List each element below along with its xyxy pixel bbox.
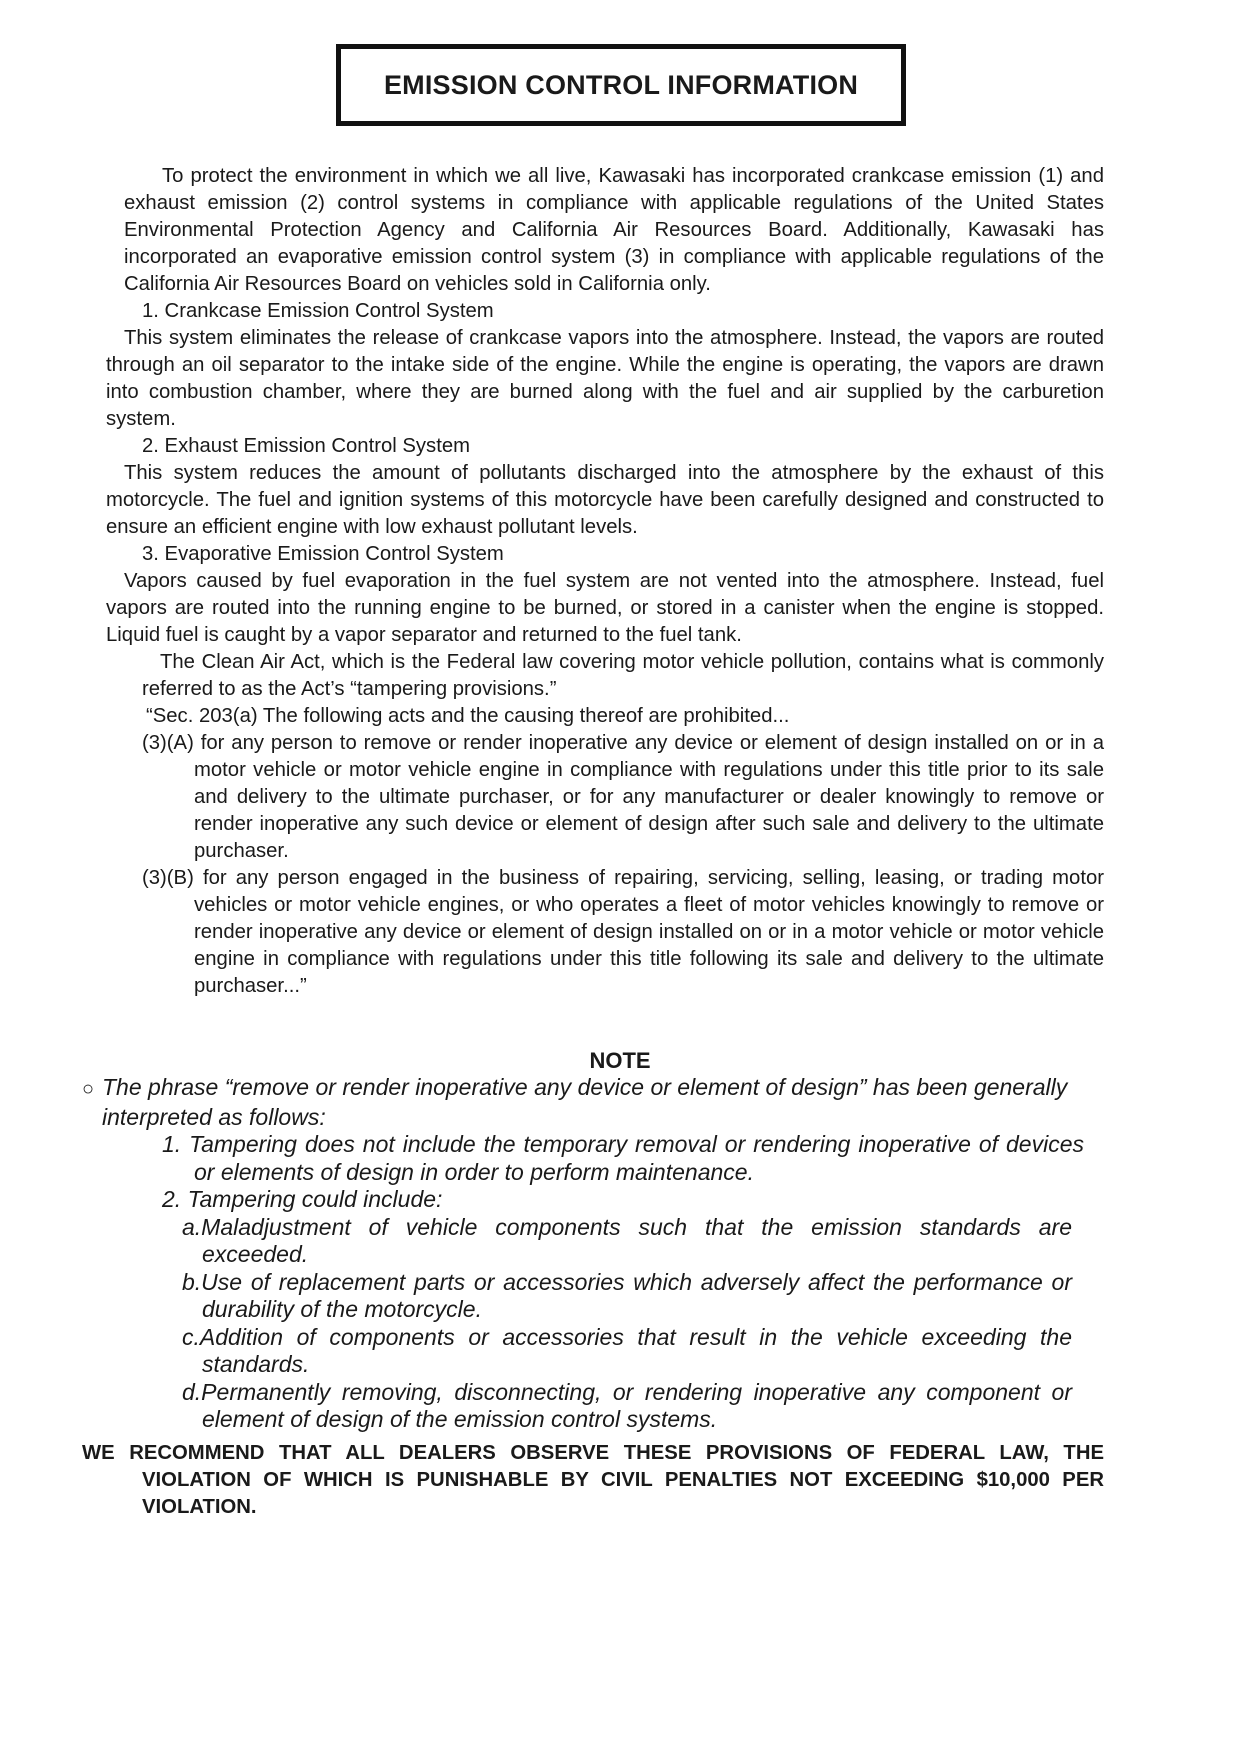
title-box [336,44,906,126]
section-heading-evaporative: 3. Evaporative Emission Control System [142,543,504,565]
note-subitem-b: b.Use of replacement parts or accessories which adversely affect the performance or durability of the motorcycle. [182,1268,1072,1322]
note-item-2: 2. Tampering could include: [162,1186,443,1212]
note-lead [82,1074,1172,1131]
warning-text: WE RECOMMEND THAT ALL DEALERS OBSERVE THESE PROVISIONS OF FEDERAL LAW, THE VIOLATION OF WHICH IS PUNISHABLE BY CIVIL PENALTIES NOT EXCEEDING $10,000 PER VIOLATION. [82,1442,1104,1518]
provision-3b: (3)(B) for any person engaged in the business of repairing, servicing, selling, leasing, or trading motor vehicles or motor vehicle engines, or who operates a fleet of motor vehicles knowingly to remove or render inoperative any device or element of design installed on or in a motor vehicle or motor vehicle engine in compliance with regulations under this title following its sale and delivery to the ultimate purchaser...” [142,867,1104,997]
note-lead-text: The phrase “remove or render inoperative any device or element of design” has been generally interpreted as follows: [102,1074,1068,1130]
page-title: EMISSION CONTROL INFORMATION [383,69,859,100]
warning-block [82,1440,1104,1521]
section-text-exhaust: This system reduces the amount of pollutants discharged into the atmosphere by the exhaust of this motorcycle. The fuel and ignition systems of this motorcycle have been carefully designed and constructed to ensure an efficient engine with low exhaust pollutant levels. [106,462,1104,538]
section-text-evaporative: Vapors caused by fuel evaporation in the fuel system are not vented into the atmosphere. Instead, fuel vapors are routed into the running engine to be burned, or stored in a canister when the engine is stopped. Liquid fuel is caught by a vapor separator and returned to the fuel tank. [106,570,1104,646]
provision-3a: (3)(A) for any person to remove or render inoperative any device or element of design installed on or in a motor vehicle or motor vehicle engine in compliance with regulations under this title prior to its sale and delivery to the ultimate purchaser, or for any manufacturer or dealer knowingly to remove or render inoperative any such device or element of design after such sale and delivery to the ultimate purchaser. [142,732,1104,862]
circle-bullet-icon: ○ [82,1078,95,1100]
section-heading-crankcase: 1. Crankcase Emission Control System [142,300,494,322]
sec-203-intro: “Sec. 203(a) The following acts and the causing thereof are prohibited... [146,705,790,727]
body-text [106,163,1104,1000]
section-text-crankcase: This system eliminates the release of crankcase vapors into the atmosphere. Instead, the vapors are routed through an oil separator to the intake side of the engine. While the engine is operating, the vapors are drawn into combustion chamber, where they are burned along with the fuel and air supplied by the carburetion system. [106,327,1104,430]
note-block [82,1074,1172,1434]
note-item-1: 1. Tampering does not include the temporary removal or rendering inoperative of devices or elements of design in order to perform maintenance. [162,1131,1084,1185]
note-subitem-c: c.Addition of components or accessories that result in the vehicle exceeding the standards. [182,1323,1072,1377]
note-title: NOTE [589,1048,651,1073]
note-subitem-a: a.Maladjustment of vehicle components such that the emission standards are exceeded. [182,1213,1072,1267]
clean-air-act-paragraph: The Clean Air Act, which is the Federal law covering motor vehicle pollution, contains what is commonly referred to as the Act’s “tampering provisions.” [142,651,1104,700]
section-heading-exhaust: 2. Exhaust Emission Control System [142,435,471,457]
intro-paragraph: To protect the environment in which we all live, Kawasaki has incorporated crankcase emission (1) and exhaust emission (2) control systems in compliance with applicable regulations of the United States Environmental Protection Agency and California Air Resources Board. Additionally, Kawasaki has incorporated an evaporative emission control system (3) in compliance with applicable regulations of the California Air Resources Board on vehicles sold in California only. [124,165,1104,295]
note-subitem-d: d.Permanently removing, disconnecting, or rendering inoperative any component or element of design of the emission control systems. [182,1378,1072,1432]
